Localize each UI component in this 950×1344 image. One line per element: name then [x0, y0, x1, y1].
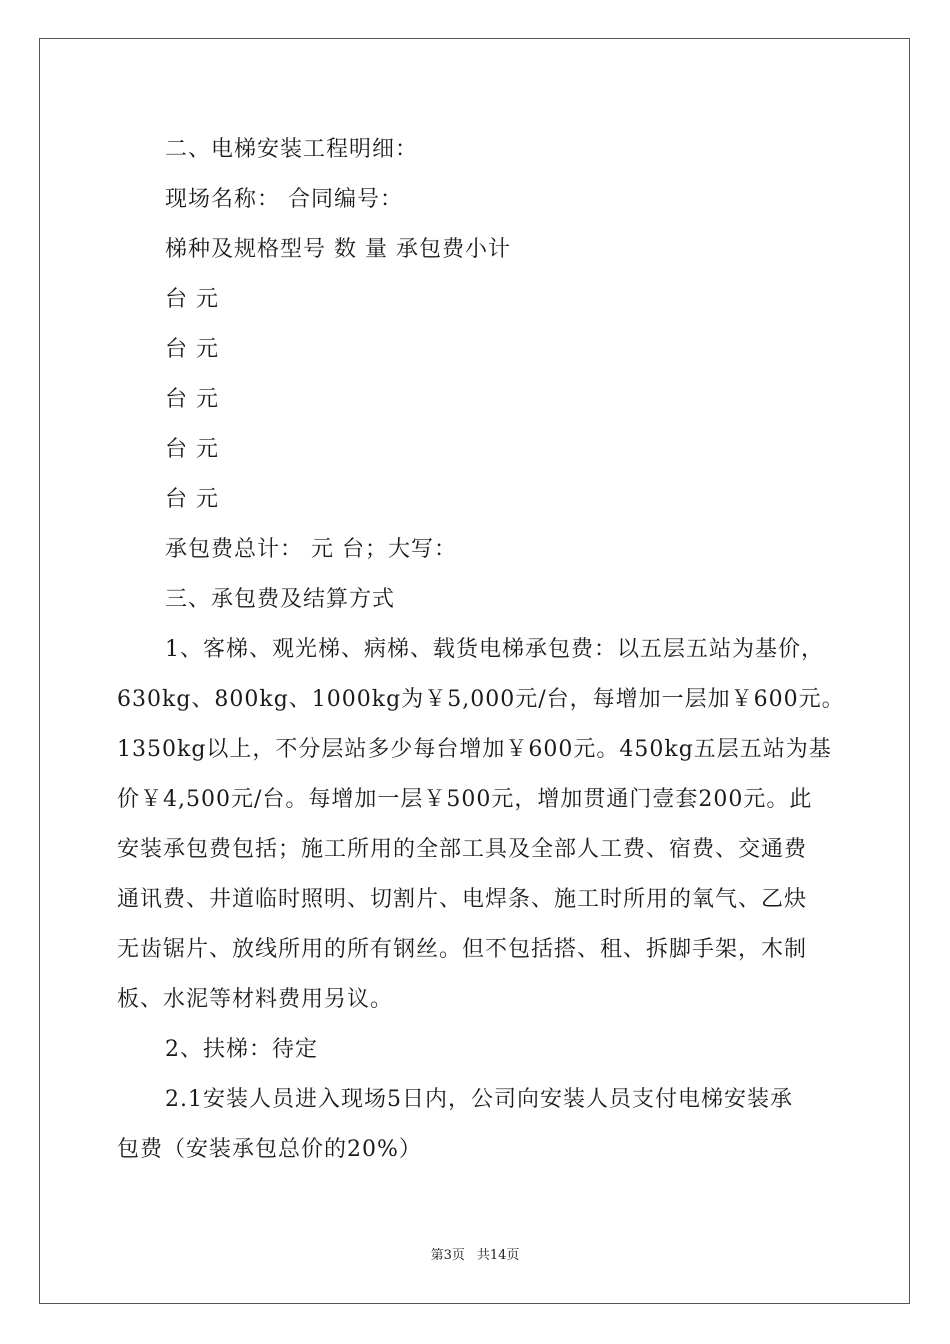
paragraph-line: 1、客梯、观光梯、病梯、载货电梯承包费：以五层五站为基价，	[165, 637, 824, 662]
section-heading-settlement: 三、承包费及结算方式	[165, 587, 396, 612]
paragraph-line: 安装承包费包括；施工所用的全部工具及全部人工费、宿费、交通费	[117, 837, 808, 862]
unit-row: 台 元	[165, 337, 219, 362]
escalator-line: 2、扶梯：待定	[165, 1037, 318, 1062]
page-footer	[0, 1247, 950, 1265]
unit-row: 台 元	[165, 287, 219, 312]
table-header-line: 梯种及规格型号 数 量 承包费小计	[165, 237, 511, 262]
paragraph-line: 630kg、800kg、1000kg为￥5,000元/台，每增加一层加￥600元。	[117, 687, 845, 712]
section-heading-elevator-details: 二、电梯安装工程明细：	[165, 137, 419, 162]
total-fee-line: 承包费总计： 元 台；大写：	[165, 537, 457, 562]
site-contract-line: 现场名称： 合同编号：	[165, 187, 403, 212]
page-total: 共14页	[476, 1248, 520, 1263]
unit-row: 台 元	[165, 437, 219, 462]
paragraph-line: 价￥4,500元/台。每增加一层￥500元，增加贯通门壹套200元。此	[117, 787, 813, 812]
page-number: 第3页	[430, 1248, 465, 1263]
unit-row: 台 元	[165, 487, 219, 512]
paragraph-line: 板、水泥等材料费用另议。	[117, 987, 394, 1012]
unit-row: 台 元	[165, 387, 219, 412]
paragraph-line: 1350kg以上，不分层站多少每台增加￥600元。450kg五层五站为基	[117, 737, 832, 762]
paragraph-line: 无齿锯片、放线所用的所有钢丝。但不包括搭、租、拆脚手架，木制	[117, 937, 808, 962]
paragraph-line: 通讯费、井道临时照明、切割片、电焊条、施工时所用的氧气、乙炔	[117, 887, 808, 912]
paragraph-line: 2.1安装人员进入现场5日内，公司向安装人员支付电梯安装承	[165, 1087, 793, 1112]
paragraph-line: 包费（安装承包总价的20%）	[117, 1137, 422, 1162]
